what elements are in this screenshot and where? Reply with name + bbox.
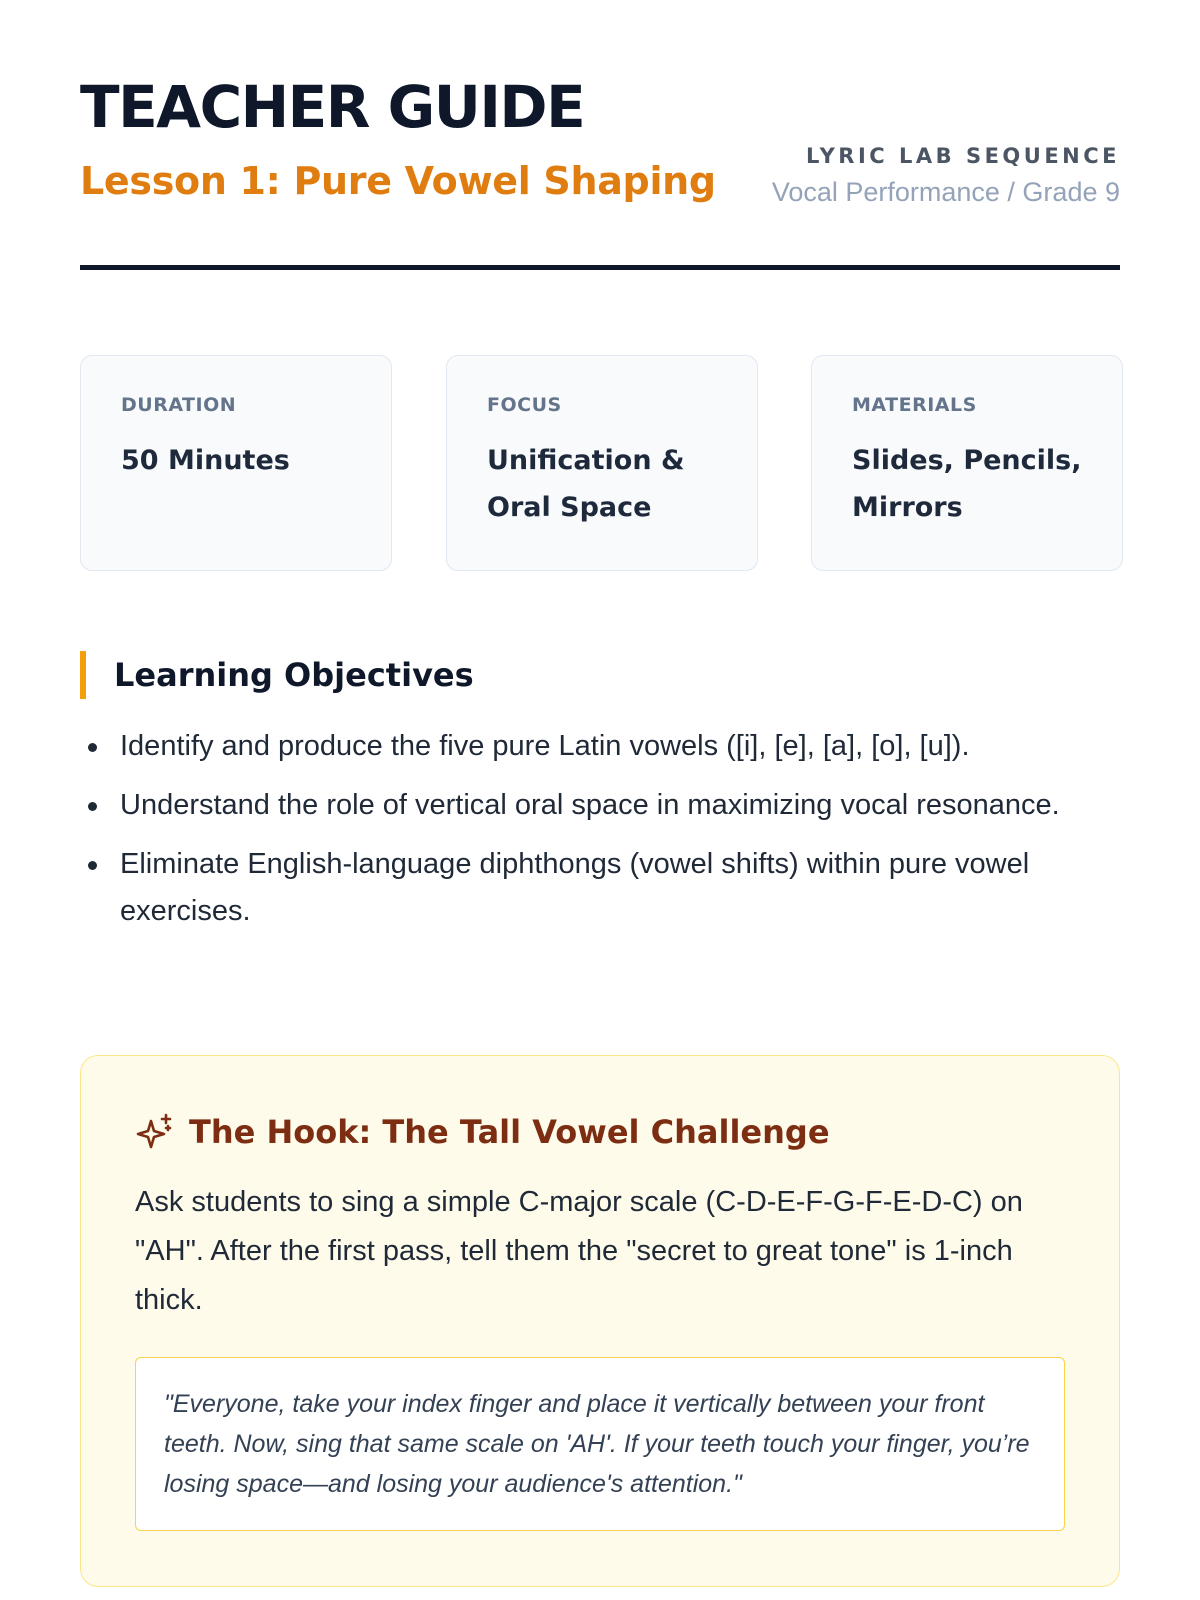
list-item: Identify and produce the five pure Latin vowels ([i], [e], [a], [o], [u]). (80, 723, 1120, 770)
card-label: DURATION (121, 394, 237, 416)
hook-callout (80, 1055, 1120, 1587)
list-item: Eliminate English-language diphthongs (vowel shifts) within pure vowel exercises. (80, 841, 1120, 935)
section-heading (80, 651, 1120, 699)
list-item: Understand the role of vertical oral space in maximizing vocal resonance. (80, 782, 1120, 829)
objectives-list (80, 723, 1120, 935)
materials-card (811, 355, 1123, 571)
card-label: MATERIALS (852, 394, 977, 416)
sequence-label: LYRIC LAB SEQUENCE (805, 144, 1120, 168)
hook-text: Ask students to sing a simple C-major scale (C-D-E-F-G-F-E-D-C) on "AH". After the first pass, tell them the "secret to great tone" is 1-inch thick. (135, 1186, 1023, 1316)
hook-title: The Hook: The Tall Vowel Challenge (189, 1113, 830, 1151)
focus-card (446, 355, 758, 571)
hook-heading (135, 1108, 1065, 1156)
sparkles-icon (135, 1112, 175, 1152)
info-cards (80, 355, 1120, 571)
card-value: 50 Minutes (121, 445, 290, 476)
section-title: Learning Objectives (114, 656, 474, 694)
card-value: Slides, Pencils, Mirrors (852, 445, 1082, 523)
teacher-guide-page (80, 0, 1120, 1498)
learning-objectives-section (80, 651, 1120, 947)
page-header (80, 0, 1120, 270)
duration-card (80, 355, 392, 571)
card-label: FOCUS (487, 394, 562, 416)
sequence-meta: Vocal Performance / Grade 9 (771, 177, 1120, 207)
lesson-subtitle: Lesson 1: Pure Vowel Shaping (80, 159, 716, 203)
teacher-script-quote: "Everyone, take your index finger and place it vertically between your front teeth. Now, sing that same scale on 'AH'. If your teeth touch your finger, you’re losing space—and losing your audience's attention." (135, 1357, 1065, 1531)
card-value: Unification & Oral Space (487, 445, 685, 523)
page-title: TEACHER GUIDE (80, 73, 585, 141)
